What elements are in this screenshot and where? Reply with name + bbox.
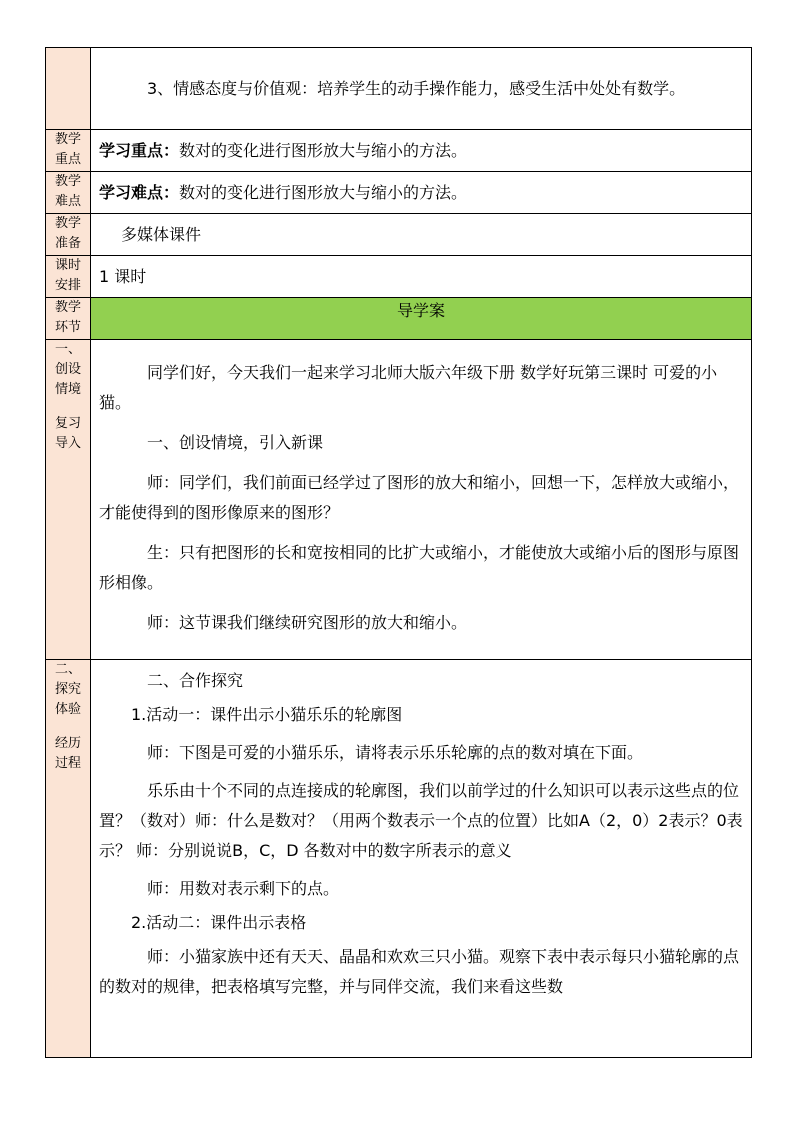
stage-row [46, 298, 752, 340]
label-line: 创设 [54, 362, 81, 377]
section-2-row [46, 660, 752, 1058]
label-line: 难点 [54, 194, 81, 209]
difficulty-text [91, 178, 751, 208]
paragraph: 二、合作探究 [147, 671, 244, 690]
label-line: 教学 [54, 174, 81, 189]
prep-label [46, 214, 91, 256]
label-line: 探究 [54, 682, 81, 697]
paragraph: 乐乐由十个不同的点连接成的轮廓图，我们以前学过的什么知识可以表示这些点的位置？（数对）师：什么是数对？（用两个数表示一个点的位置）比如A（2，0）2表示？0表示？ 师：分别说说B，C，D 各数对中的数字所表示的意义 [99, 781, 743, 860]
paragraph: 师：同学们，我们前面已经学过了图形的放大和缩小，回想一下，怎样放大或缩小，才能使得到的图形像原来的图形？ [99, 473, 740, 522]
label-line: 准备 [54, 236, 81, 251]
paragraph: 同学们好，今天我们一起来学习北师大版六年级下册 数学好玩第三课时 可爱的小猫。 [99, 363, 718, 412]
section-2-content [91, 660, 752, 1058]
label-line: 课时 [54, 258, 81, 273]
goal-row-content [91, 48, 752, 130]
goal-3-text: 3、情感态度与价值观：培养学生的动手操作能力，感受生活中处处有数学。 [147, 78, 686, 98]
key-point-label [46, 130, 91, 172]
label-line: 体验 [54, 702, 81, 717]
paragraph: 师：下图是可爱的小猫乐乐，请将表示乐乐轮廓的点的数对填在下面。 [147, 743, 644, 762]
key-point-text [91, 136, 751, 166]
goal-row [46, 48, 752, 130]
difficulty-body: 数对的变化进行图形放大与缩小的方法。 [179, 182, 468, 202]
label-line: 二、 [54, 662, 81, 677]
label-line: 环节 [54, 320, 81, 335]
key-point-title: 学习重点： [99, 140, 180, 160]
difficulty-row [46, 172, 752, 214]
stage-header: 导学案 [91, 298, 752, 340]
label-line: 教学 [54, 300, 81, 315]
label-line: 复习 [54, 416, 81, 431]
section-1-label [46, 340, 91, 660]
stage-label [46, 298, 91, 340]
label-line: 过程 [54, 756, 81, 771]
prep-content [91, 214, 752, 256]
key-point-content [91, 130, 752, 172]
key-point-body: 数对的变化进行图形放大与缩小的方法。 [179, 140, 468, 160]
difficulty-label [46, 172, 91, 214]
lesson-plan-page [45, 47, 750, 1058]
label-line: 重点 [54, 152, 81, 167]
paragraph: 1.活动一：课件出示小猫乐乐的轮廓图 [131, 705, 403, 724]
paragraph: 师：用数对表示剩下的点。 [147, 879, 340, 898]
label-line: 教学 [54, 216, 81, 231]
paragraph: 师：这节课我们继续研究图形的放大和缩小。 [147, 613, 468, 632]
time-row [46, 256, 752, 298]
difficulty-title: 学习难点： [99, 182, 180, 202]
section-1-row [46, 340, 752, 660]
prep-text: 多媒体课件 [121, 224, 202, 244]
difficulty-content [91, 172, 752, 214]
label-line: 经历 [54, 736, 81, 751]
time-label [46, 256, 91, 298]
time-content [91, 256, 752, 298]
time-text: 1 课时 [99, 266, 147, 286]
label-line: 情境 [54, 382, 81, 397]
goal-row-label [46, 48, 91, 130]
paragraph: 师：小猫家族中还有天天、晶晶和欢欢三只小猫。观察下表中表示每只小猫轮廓的点的数对的规律，把表格填写完整，并与同伴交流，我们来看这些数 [99, 947, 740, 996]
label-line: 一、 [54, 342, 81, 357]
label-line: 安排 [54, 278, 81, 293]
label-line: 教学 [54, 132, 81, 147]
section-1-content [91, 340, 752, 660]
prep-row [46, 214, 752, 256]
lesson-plan-table [45, 47, 752, 1058]
section-2-label [46, 660, 91, 1058]
paragraph: 生：只有把图形的长和宽按相同的比扩大或缩小，才能使放大或缩小后的图形与原图形相像。 [99, 543, 740, 592]
paragraph: 一、创设情境，引入新课 [147, 433, 324, 452]
paragraph: 2.活动二：课件出示表格 [131, 913, 307, 932]
label-line: 导入 [54, 436, 81, 451]
key-point-row [46, 130, 752, 172]
